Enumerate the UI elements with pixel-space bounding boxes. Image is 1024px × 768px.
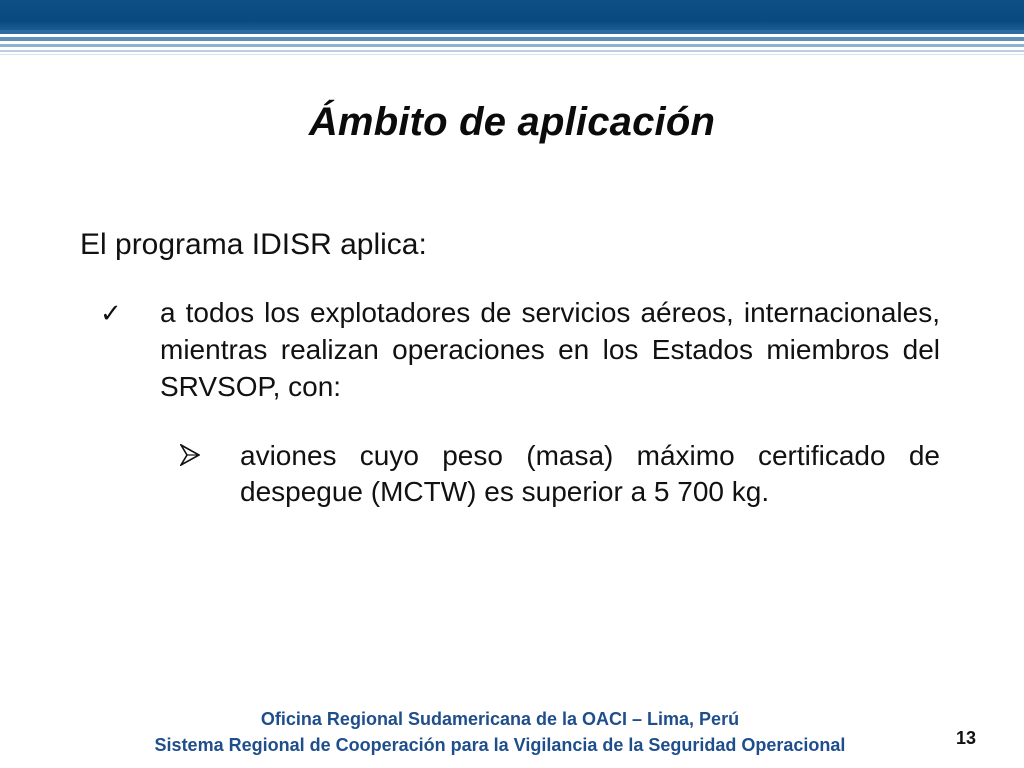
- sub-bullet-text: aviones cuyo peso (masa) máximo certificado de despegue (MCTW) es superior a 5 700 kg.: [240, 440, 940, 507]
- checkmark-icon: ✓: [100, 298, 122, 328]
- footer-line-1: Oficina Regional Sudamericana de la OACI – Lima, Perú: [260, 709, 740, 729]
- bullet-item: [100, 294, 940, 405]
- footer-line-2: Sistema Regional de Cooperación para la Vigilancia de la Seguridad Operacional: [154, 735, 846, 755]
- bullet-text: a todos los explotadores de servicios aéreos, internacionales, mientras realizan operaciones en los Estados miembros del SRVSOP, con:: [160, 297, 940, 402]
- header-band: [0, 0, 1024, 30]
- footer: [100, 706, 900, 758]
- sub-bullet-item: [180, 438, 940, 510]
- header-stripes: [0, 30, 1024, 70]
- slide-title: Ámbito de aplicación: [308, 100, 716, 144]
- arrow-bullet-icon: [180, 444, 200, 466]
- intro-text: El programa IDISR aplica:: [80, 228, 427, 261]
- page-number: 13: [956, 728, 977, 748]
